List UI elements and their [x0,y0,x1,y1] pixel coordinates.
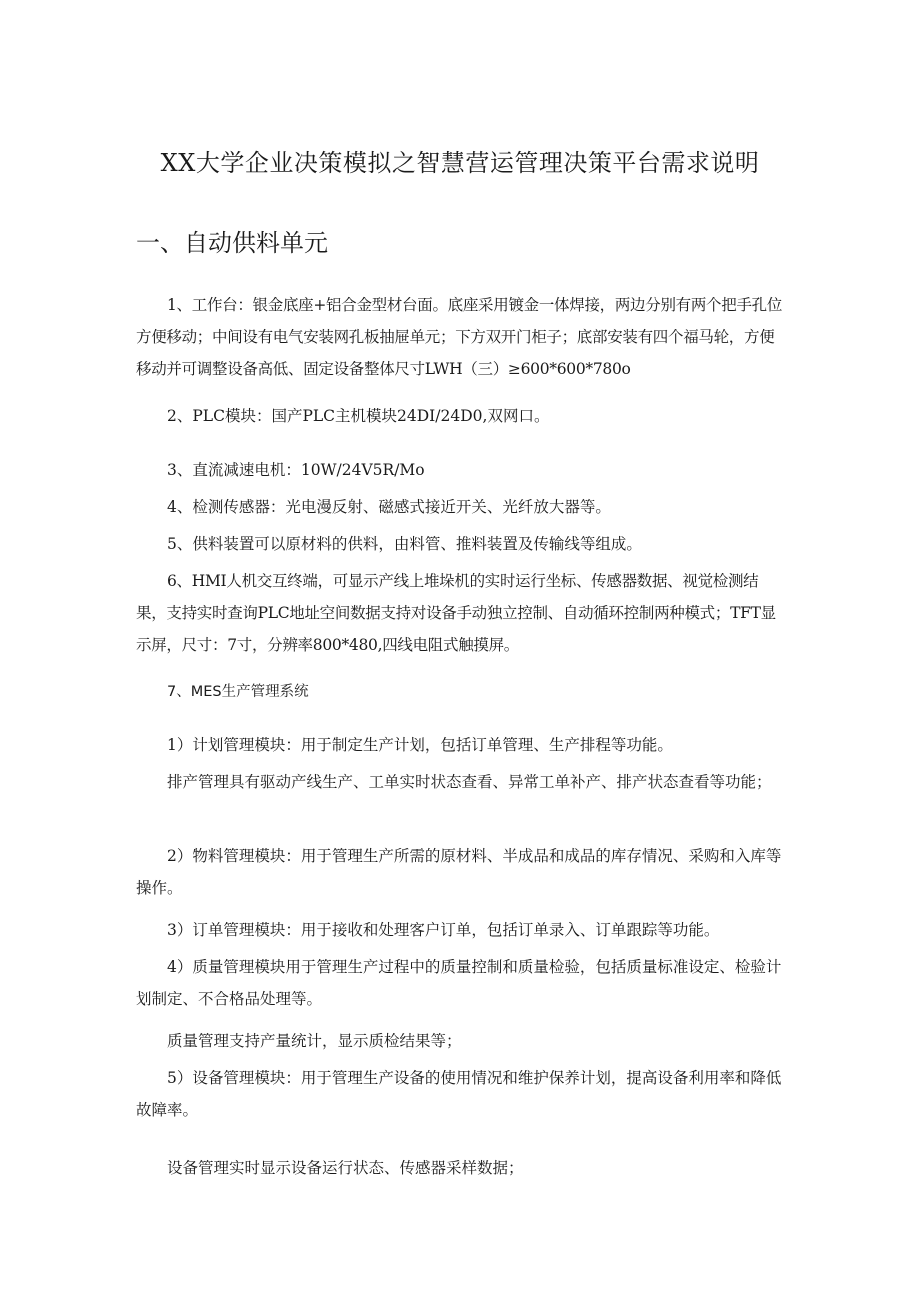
paragraph-plc-module: 2、PLC模块：国产PLC主机模块24DI/24D0,双网口。 [167,407,550,425]
paragraph-quality-stats: 质量管理支持产量统计，显示质检结果等； [167,1032,462,1050]
paragraph-hmi-terminal: 6、HMI人机交互终端，可显示产线上堆垛机的实时运行坐标、传感器数据、视觉检测结果，支持实时查询PLC地址空间数据支持对设备手动独立控制、自动循环控制两种模式；TFT显示屏，尺寸：7寸，分辨率800*480,四线电阻式触摸屏。 [136,572,776,654]
paragraph-quality-module: 4）质量管理模块用于管理生产过程中的质量控制和质量检验，包括质量标准设定、检验计划制定、不合格品处理等。 [136,958,782,1008]
paragraph-plan-module: 1）计划管理模块：用于制定生产计划，包括订单管理、生产排程等功能。 [167,736,673,754]
paragraph-dc-motor: 3、直流减速电机：10W/24V5R/Mo [167,461,425,479]
paragraph-equipment-module: 5）设备管理模块：用于管理生产设备的使用情况和维护保养计划，提高设备利用率和降低故障率。 [136,1069,782,1119]
document-title: XX大学企业决策模拟之智慧营运管理决策平台需求说明 [160,149,760,177]
paragraph-workbench: 1、工作台：银金底座+铝合金型材台面。底座采用镀金一体焊接，两边分别有两个把手孔位方便移动；中间设有电气安装网孔板抽屉单元；下方双开门柜子；底部安装有四个福马轮，方便移动并可调整设备高低、固定设备整体尺寸LWH（三）≥600*600*780o [136,296,783,378]
section-heading: 一、自动供料单元 [136,229,328,257]
paragraph-material-module: 2）物料管理模块：用于管理生产所需的原材料、半成品和成品的库存情况、采购和入库等操作。 [136,847,782,897]
paragraph-mes-system: 7、MES生产管理系统 [167,684,309,700]
paragraph-sensors: 4、检测传感器：光电漫反射、磁感式接近开关、光纤放大器等。 [167,498,611,516]
paragraph-order-module: 3）订单管理模块：用于接收和处理客户订单，包括订单录入、订单跟踪等功能。 [167,921,720,939]
paragraph-equipment-status: 设备管理实时显示设备运行状态、传感器采样数据； [167,1159,524,1177]
paragraph-feeding-device: 5、供料装置可以原材料的供料，由料管、推料装置及传输线等组成。 [167,535,642,553]
paragraph-scheduling: 排产管理具有驱动产线生产、工单实时状态查看、异常工单补产、排产状态查看等功能； [167,773,772,791]
